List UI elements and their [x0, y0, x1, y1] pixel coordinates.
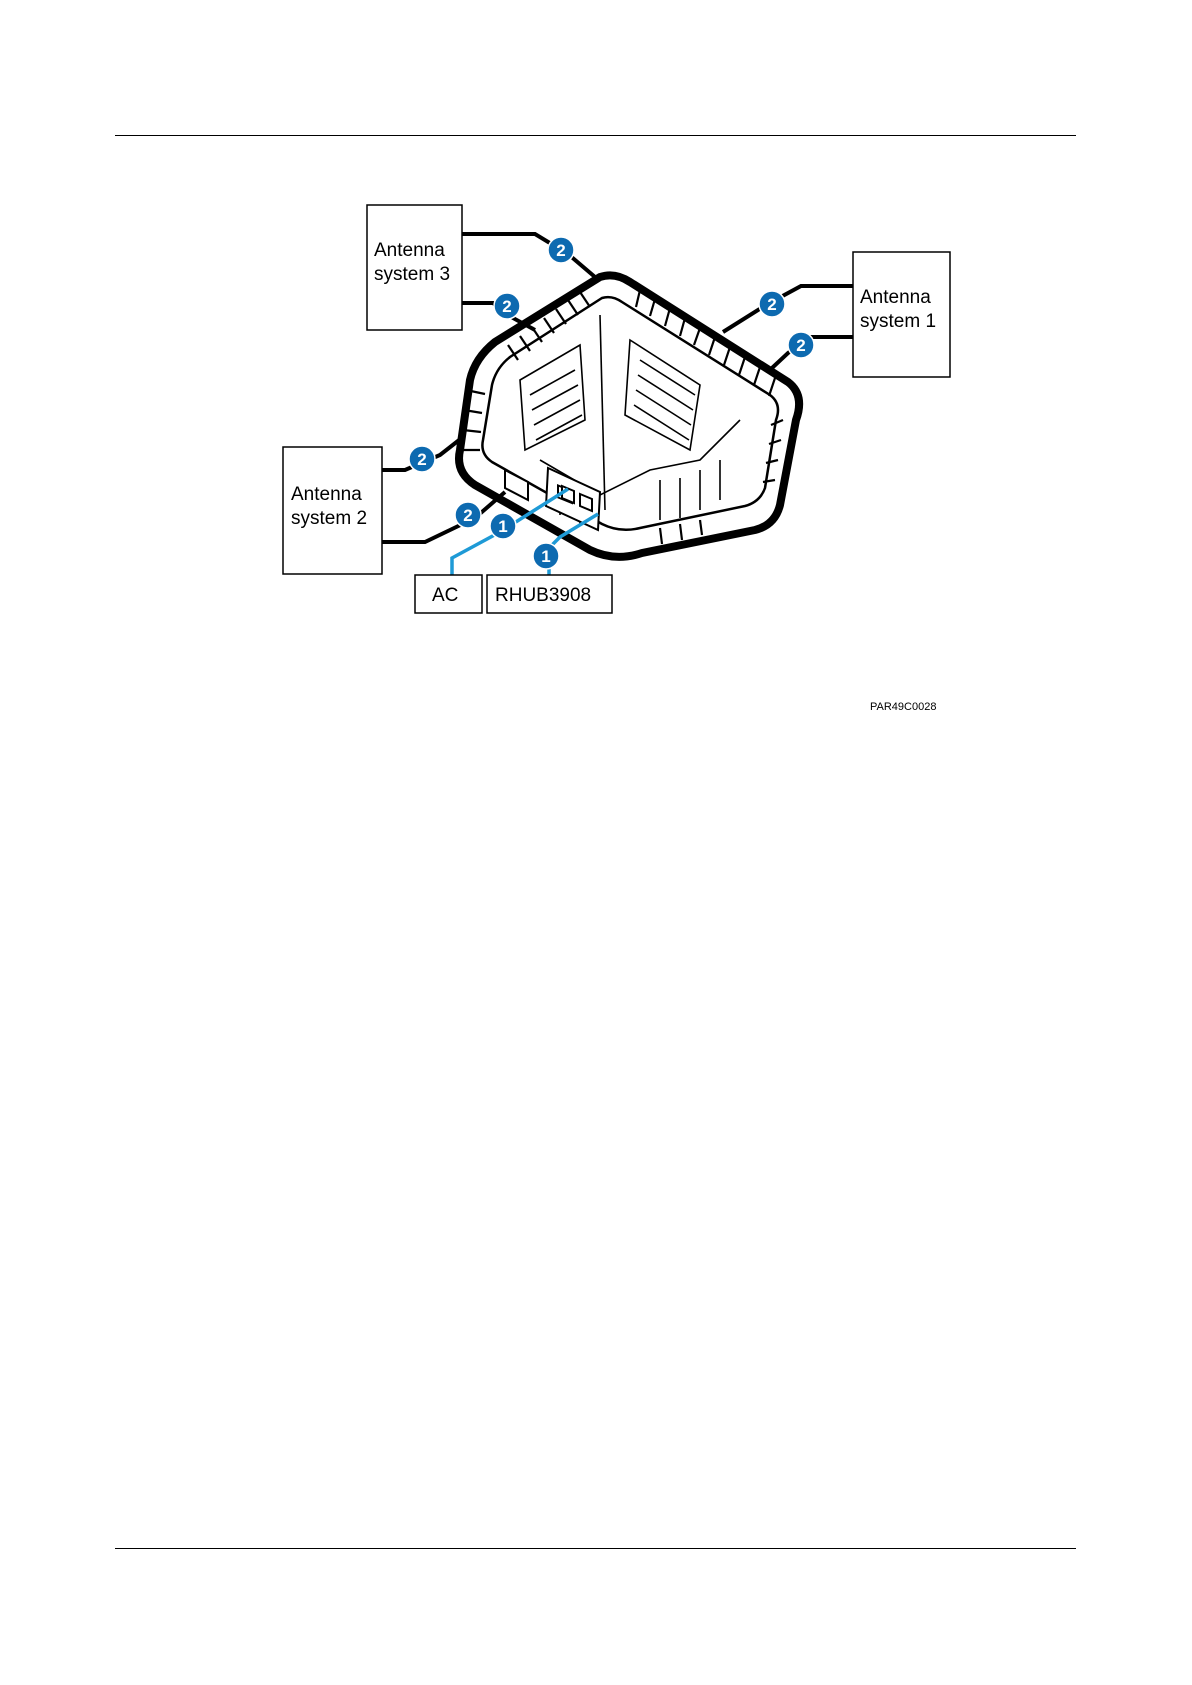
callout-1-rhub — [533, 543, 559, 569]
callout-2-antenna3-top — [548, 237, 574, 263]
callout-2-antenna2-top — [409, 446, 435, 472]
antenna-system-2-box — [283, 447, 382, 574]
footer-rule — [115, 1548, 1076, 1549]
callout-1-ac — [490, 513, 516, 539]
callout-2-antenna1-top — [759, 291, 785, 317]
antenna-system-1-line1: Antenna — [860, 287, 931, 308]
rhub-label: RHUB3908 — [495, 585, 592, 606]
ac-box — [415, 575, 482, 613]
ac-label: AC — [432, 585, 459, 606]
svg-text:1: 1 — [541, 547, 551, 566]
antenna-system-3-line1: Antenna — [374, 240, 445, 261]
antenna-system-1-line2: system 1 — [860, 311, 937, 332]
svg-text:2: 2 — [463, 506, 473, 525]
callout-2-antenna1-bottom — [788, 332, 814, 358]
svg-text:2: 2 — [556, 241, 566, 260]
antenna-system-3-box — [367, 205, 462, 330]
svg-text:2: 2 — [502, 297, 512, 316]
svg-text:1: 1 — [498, 517, 508, 536]
callout-2-antenna2-bottom — [455, 502, 481, 528]
rhub-box — [487, 575, 612, 613]
antenna-system-2-line1: Antenna — [291, 484, 362, 505]
antenna-system-1-box — [853, 252, 950, 377]
antenna-system-3-line2: system 3 — [374, 264, 451, 285]
callout-2-antenna3-bottom — [494, 293, 520, 319]
antenna-system-2-line2: system 2 — [291, 508, 368, 529]
svg-text:2: 2 — [796, 336, 806, 355]
figure-id: PAR49C0028 — [870, 701, 937, 713]
svg-text:2: 2 — [417, 450, 427, 469]
svg-text:2: 2 — [767, 295, 777, 314]
cable-connection-diagram — [0, 0, 1192, 760]
